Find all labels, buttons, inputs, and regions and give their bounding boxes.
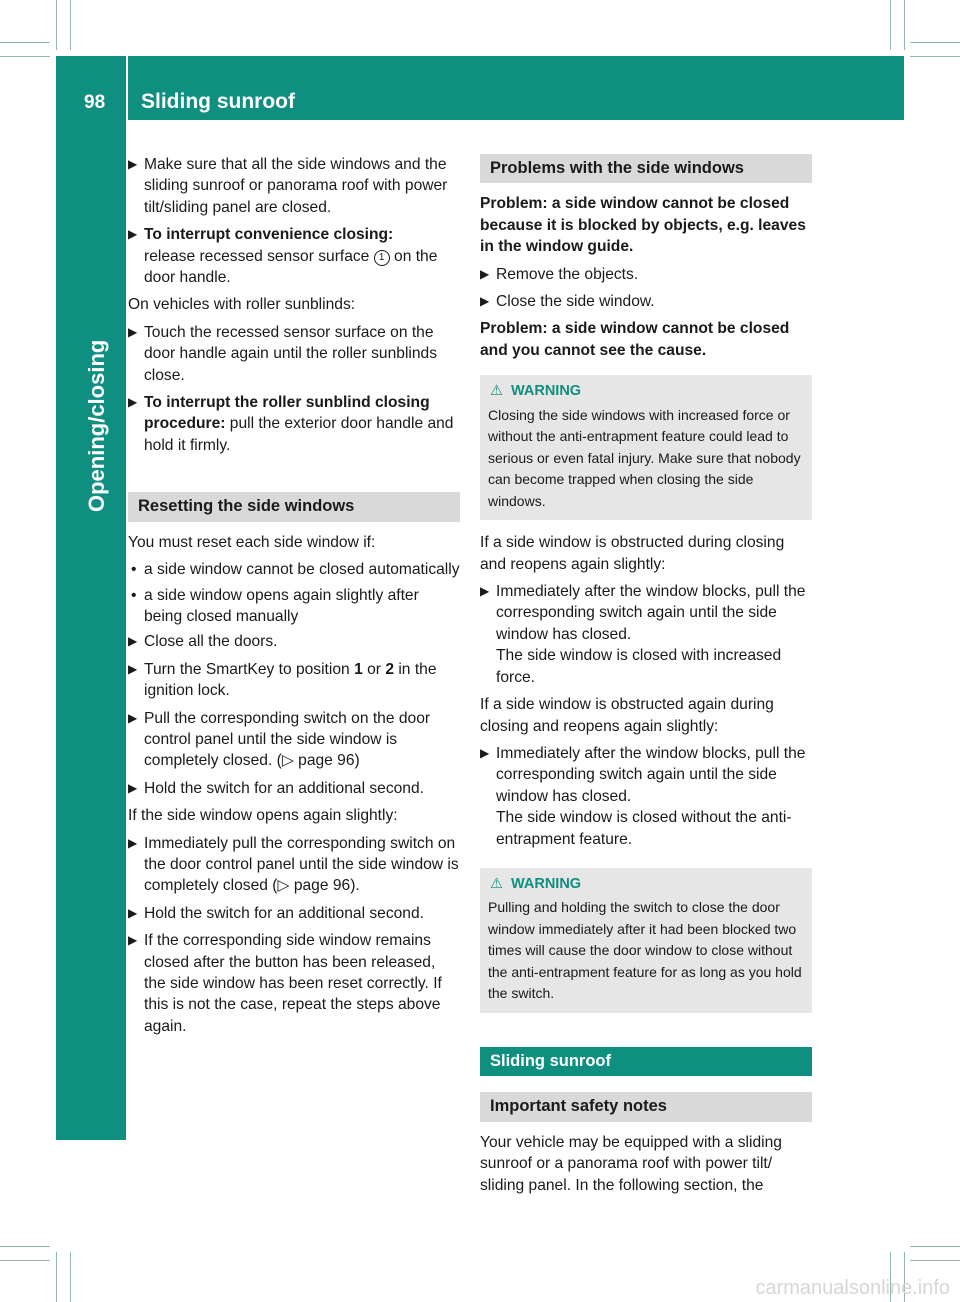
crop-mark — [890, 0, 891, 50]
step-bold-text: To interrupt the roller sunblind closing procedure: — [144, 394, 430, 433]
paragraph: If a side window is obstructed during closing and reopens again slightly: — [480, 534, 785, 573]
instruction-step — [128, 930, 460, 1037]
step-text: on the door handle. — [144, 247, 438, 287]
arrow-icon: ▶ — [128, 933, 138, 948]
step-text: Immediately pull the corresponding switch on the door control panel until the side window is completely closed ( — [144, 834, 459, 895]
step-result: The side window is closed with increased force. — [496, 647, 782, 686]
bullet-item — [128, 585, 460, 628]
crop-mark — [910, 42, 960, 43]
crop-mark — [0, 42, 50, 43]
chapter-label: Opening/closing — [84, 339, 109, 512]
bullet-item — [128, 559, 460, 580]
side-tab — [56, 120, 126, 1140]
instruction-step — [128, 224, 460, 288]
step-text: release recessed sensor surface — [144, 247, 370, 265]
page-ref-icon: ▷ — [281, 752, 294, 770]
instruction-step — [128, 392, 460, 456]
warning-title — [488, 874, 804, 896]
position-value: 1 — [354, 660, 363, 678]
crop-mark — [70, 0, 71, 50]
warning-text: Closing the side windows with increased force or without the anti-entrapment feature could lead to serious or even fatal injury. Make sure that nobody can become trapped when closing the side windows. — [488, 406, 801, 509]
instruction-step — [128, 708, 460, 772]
crop-mark — [904, 0, 905, 50]
arrow-icon: ▶ — [128, 661, 138, 676]
arrow-icon: ▶ — [480, 294, 490, 309]
instruction-step — [128, 778, 460, 799]
warning-text: Pulling and holding the switch to close the door window immediately after it had been blocked two times will cause the door window to close without the anti-entrapment feature for as long as you hold the switch. — [488, 899, 802, 1002]
paragraph: On vehicles with roller sunblinds: — [128, 296, 356, 314]
arrow-icon: ▶ — [128, 227, 138, 242]
chapter-section-heading: Sliding sunroof — [480, 1047, 812, 1076]
instruction-step — [128, 833, 460, 897]
warning-label: WARNING — [511, 383, 582, 400]
instruction-step — [480, 291, 812, 312]
position-value: 2 — [385, 660, 394, 678]
warning-triangle-icon: ⚠ — [490, 383, 503, 400]
crop-mark — [910, 1246, 960, 1247]
left-column — [128, 154, 460, 1043]
step-result: The side window is closed without the anti-entrapment feature. — [496, 809, 792, 848]
warning-box — [480, 868, 812, 1013]
header-divider — [126, 56, 128, 120]
watermark: carmanualsonline.info — [755, 1277, 950, 1299]
arrow-icon: ▶ — [128, 324, 138, 339]
arrow-icon: ▶ — [128, 710, 138, 725]
instruction-step — [128, 659, 460, 702]
instruction-step — [128, 322, 460, 386]
section-heading: Problems with the side windows — [480, 154, 812, 183]
bullet-text: a side window opens again slightly after being closed manually — [144, 586, 419, 625]
step-text: ). — [350, 877, 360, 895]
page-title: Sliding sunroof — [141, 90, 295, 113]
arrow-icon: ▶ — [480, 584, 490, 599]
bullet-dot: • — [131, 561, 137, 579]
arrow-icon: ▶ — [128, 835, 138, 850]
page-reference-link[interactable]: page 96 — [293, 877, 351, 895]
step-text: Hold the switch for an additional second. — [144, 904, 424, 922]
arrow-icon: ▶ — [128, 780, 138, 795]
arrow-icon: ▶ — [128, 634, 138, 649]
paragraph: If the side window opens again slightly: — [128, 807, 398, 825]
arrow-icon: ▶ — [128, 157, 138, 171]
step-text: Hold the switch for an additional second. — [144, 779, 424, 797]
crop-mark — [910, 56, 960, 57]
problem-statement: Problem: a side window cannot be closed and you cannot see the cause. — [480, 320, 790, 359]
step-text: Turn the SmartKey to position — [144, 660, 350, 678]
warning-triangle-icon: ⚠ — [490, 875, 503, 892]
warning-box — [480, 375, 812, 520]
arrow-icon: ▶ — [128, 395, 138, 410]
step-text: in the ignition lock. — [144, 660, 437, 700]
step-text: Touch the recessed sensor surface on the door handle again until the roller sunblinds close. — [144, 323, 438, 384]
step-text: pull the exterior door handle and hold it firmly. — [144, 415, 454, 454]
crop-mark — [56, 0, 57, 50]
warning-label: WARNING — [511, 875, 582, 892]
step-text: If the corresponding side window remains closed after the button has been released, the side window has been reset correctly. If this is not the case, repeat the steps above again. — [144, 932, 442, 1035]
crop-mark — [56, 1252, 57, 1302]
arrow-icon: ▶ — [480, 745, 490, 760]
step-text: Remove the objects. — [496, 265, 639, 283]
crop-mark — [0, 56, 50, 57]
instruction-step — [480, 264, 812, 285]
step-text: Pull the corresponding switch on the door control panel until the side window is completely closed. ( — [144, 709, 431, 770]
paragraph: If a side window is obstructed again during closing and reopens again slightly: — [480, 696, 774, 735]
arrow-icon: ▶ — [128, 905, 138, 920]
page-reference-link[interactable]: page 96 — [298, 752, 355, 770]
arrow-icon: ▶ — [480, 266, 490, 281]
crop-mark — [70, 1252, 71, 1302]
paragraph: You must reset each side window if: — [128, 533, 376, 551]
page-number: 98 — [84, 92, 106, 113]
callout-marker: 1 — [374, 250, 390, 266]
instruction-step — [480, 743, 812, 850]
crop-mark — [0, 1260, 50, 1261]
instruction-step — [128, 154, 460, 218]
step-text: Close all the doors. — [144, 633, 278, 651]
bullet-text: a side window cannot be closed automatically — [144, 561, 460, 579]
section-heading: Resetting the side windows — [128, 492, 460, 521]
right-column — [480, 154, 812, 1202]
instruction-step — [480, 581, 812, 688]
step-bold-text: To interrupt convenience closing: — [144, 226, 394, 244]
crop-mark — [0, 1246, 50, 1247]
crop-mark — [910, 1260, 960, 1261]
page-ref-icon: ▷ — [277, 877, 290, 895]
step-text: Close the side window. — [496, 293, 655, 311]
step-text: or — [367, 660, 381, 678]
section-heading: Important safety notes — [480, 1092, 812, 1121]
instruction-step — [128, 631, 460, 652]
step-text: Immediately after the window blocks, pull the corresponding switch again until the side window has closed. — [496, 583, 806, 643]
bullet-dot: • — [131, 586, 137, 604]
paragraph: Your vehicle may be equipped with a sliding sunroof or a panorama roof with power tilt/ sliding panel. In the following section, the — [480, 1133, 782, 1194]
instruction-step — [128, 903, 460, 924]
step-text: Make sure that all the side windows and the sliding sunroof or panorama roof with power tilt/sliding panel are closed. — [144, 156, 448, 216]
warning-title — [488, 381, 804, 403]
step-text: ) — [354, 752, 360, 770]
step-text: Immediately after the window blocks, pull the corresponding switch again until the side window has closed. — [496, 744, 806, 805]
problem-statement: Problem: a side window cannot be closed because it is blocked by objects, e.g. leaves in the window guide. — [480, 195, 806, 256]
